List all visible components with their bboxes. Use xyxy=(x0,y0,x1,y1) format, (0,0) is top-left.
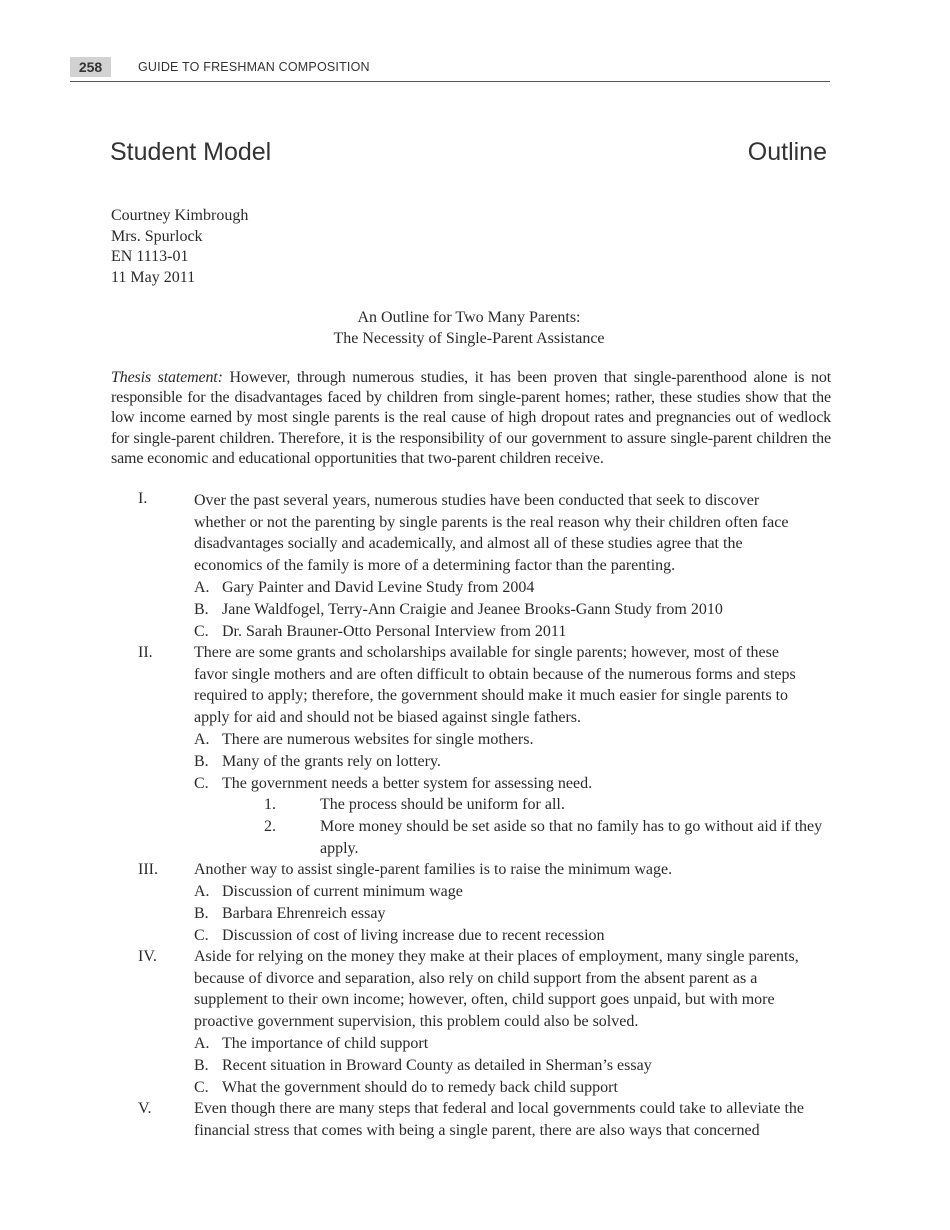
subpoint-letter: C. xyxy=(194,1079,209,1096)
instructor-name: Mrs. Spurlock xyxy=(111,227,203,245)
outline-numeral: I. xyxy=(138,490,148,507)
outline-numeral: V. xyxy=(138,1100,152,1117)
subpoint-letter: B. xyxy=(194,601,209,618)
subpoint-letter: A. xyxy=(194,1035,210,1052)
course-number: EN 1113-01 xyxy=(111,248,189,265)
running-head xyxy=(70,57,830,82)
subpoint-text: What the government should do to remedy back child support xyxy=(222,1079,618,1096)
outline-point-text: There are some grants and scholarships available for single parents; however, most of these favor single mothers and are often difficult to obtain because of the numerous forms and steps required to apply; therefore, the government should make it much easier for single parents to apply for aid and should not be biased against single fathers. xyxy=(194,644,796,727)
numbered-item-number: 2. xyxy=(264,818,276,835)
page-number: 258 xyxy=(70,57,111,77)
mla-heading xyxy=(111,206,248,288)
student-name: Courtney Kimbrough xyxy=(111,207,249,224)
subpoint-letter: A. xyxy=(194,731,210,748)
subpoint-letter: C. xyxy=(194,623,209,640)
date: 11 May 2011 xyxy=(111,268,196,286)
subpoint-text: Jane Waldfogel, Terry-Ann Craigie and Jeanee Brooks-Gann Study from 2010 xyxy=(222,601,723,618)
subpoint-text: The government needs a better system for assessing need. xyxy=(222,775,593,792)
thesis-label: Thesis statement: xyxy=(111,369,223,386)
subpoint-letter: C. xyxy=(194,775,209,792)
thesis-text: However, through numerous studies, it has been proven that single-parenthood alone is not responsible for the disadvantages faced by children from single-parent homes; rather, these studies show that the low income earned by most single parents is the real cause of high dropout rates and pregnancies out of wedlock for single-parent children. Therefore, it is the responsibility of our government to assure single-parent children the same economic and educational opportunities that two-parent children receive. xyxy=(111,369,831,467)
thesis-statement xyxy=(111,368,831,469)
numbered-item-text: More money should be set aside so that no family has to go without aid if they apply. xyxy=(320,818,823,857)
subpoint-text: Discussion of current minimum wage xyxy=(222,883,463,900)
section-title-left: Student Model xyxy=(110,138,272,166)
subpoint-text: Barbara Ehrenreich essay xyxy=(222,905,386,922)
subpoint-letter: A. xyxy=(194,579,210,596)
book-title: GUIDE TO FRESHMAN COMPOSITION xyxy=(138,60,370,74)
subpoint-letter: B. xyxy=(194,1057,209,1074)
numbered-item-number: 1. xyxy=(264,796,276,813)
numbered-item-text: The process should be uniform for all. xyxy=(320,796,565,813)
subpoint-text: Discussion of cost of living increase due to recent recession xyxy=(222,927,605,944)
title-line-2: The Necessity of Single-Parent Assistance xyxy=(333,329,605,347)
document-title xyxy=(111,308,827,349)
outline-numeral: II. xyxy=(138,644,153,661)
outline-numeral: IV. xyxy=(138,948,157,965)
subpoint-text: Many of the grants rely on lottery. xyxy=(222,753,441,770)
title-line-1: An Outline for Two Many Parents: xyxy=(357,309,581,326)
subpoint-letter: A. xyxy=(194,883,210,900)
subpoint-letter: B. xyxy=(194,753,209,770)
subpoint-text: The importance of child support xyxy=(222,1035,429,1052)
subpoint-text: Dr. Sarah Brauner-Otto Personal Interview from 2011 xyxy=(222,623,567,640)
section-title-right: Outline xyxy=(747,138,827,166)
subpoint-text: There are numerous websites for single mothers. xyxy=(222,731,534,748)
subpoint-text: Gary Painter and David Levine Study from 2004 xyxy=(222,579,535,596)
outline-point-text: Aside for relying on the money they make at their places of employment, many single parents, because of divorce and separation, also rely on child support from the absent parent as a supplement to their own income; however, often, child support goes unpaid, but with more proactive government supervision, this problem could also be solved. xyxy=(194,948,799,1031)
subpoint-letter: B. xyxy=(194,905,209,922)
outline-point-text: Another way to assist single-parent families is to raise the minimum wage. xyxy=(194,861,673,878)
subpoint-text: Recent situation in Broward County as detailed in Sherman’s essay xyxy=(222,1057,652,1074)
subpoint-letter: C. xyxy=(194,927,209,944)
outline-point-text: Over the past several years, numerous studies have been conducted that seek to discover whether or not the parenting by single parents is the real reason why their children often face disadvantages socially and academically, and almost all of these studies agree that the economics of the family is more of a determining factor than the parenting. xyxy=(194,492,789,575)
outline-point-text: Even though there are many steps that federal and local governments could take to alleviate the financial stress that comes with being a single parent, there are also ways that concerned xyxy=(194,1100,804,1139)
outline-numeral: III. xyxy=(138,861,158,878)
